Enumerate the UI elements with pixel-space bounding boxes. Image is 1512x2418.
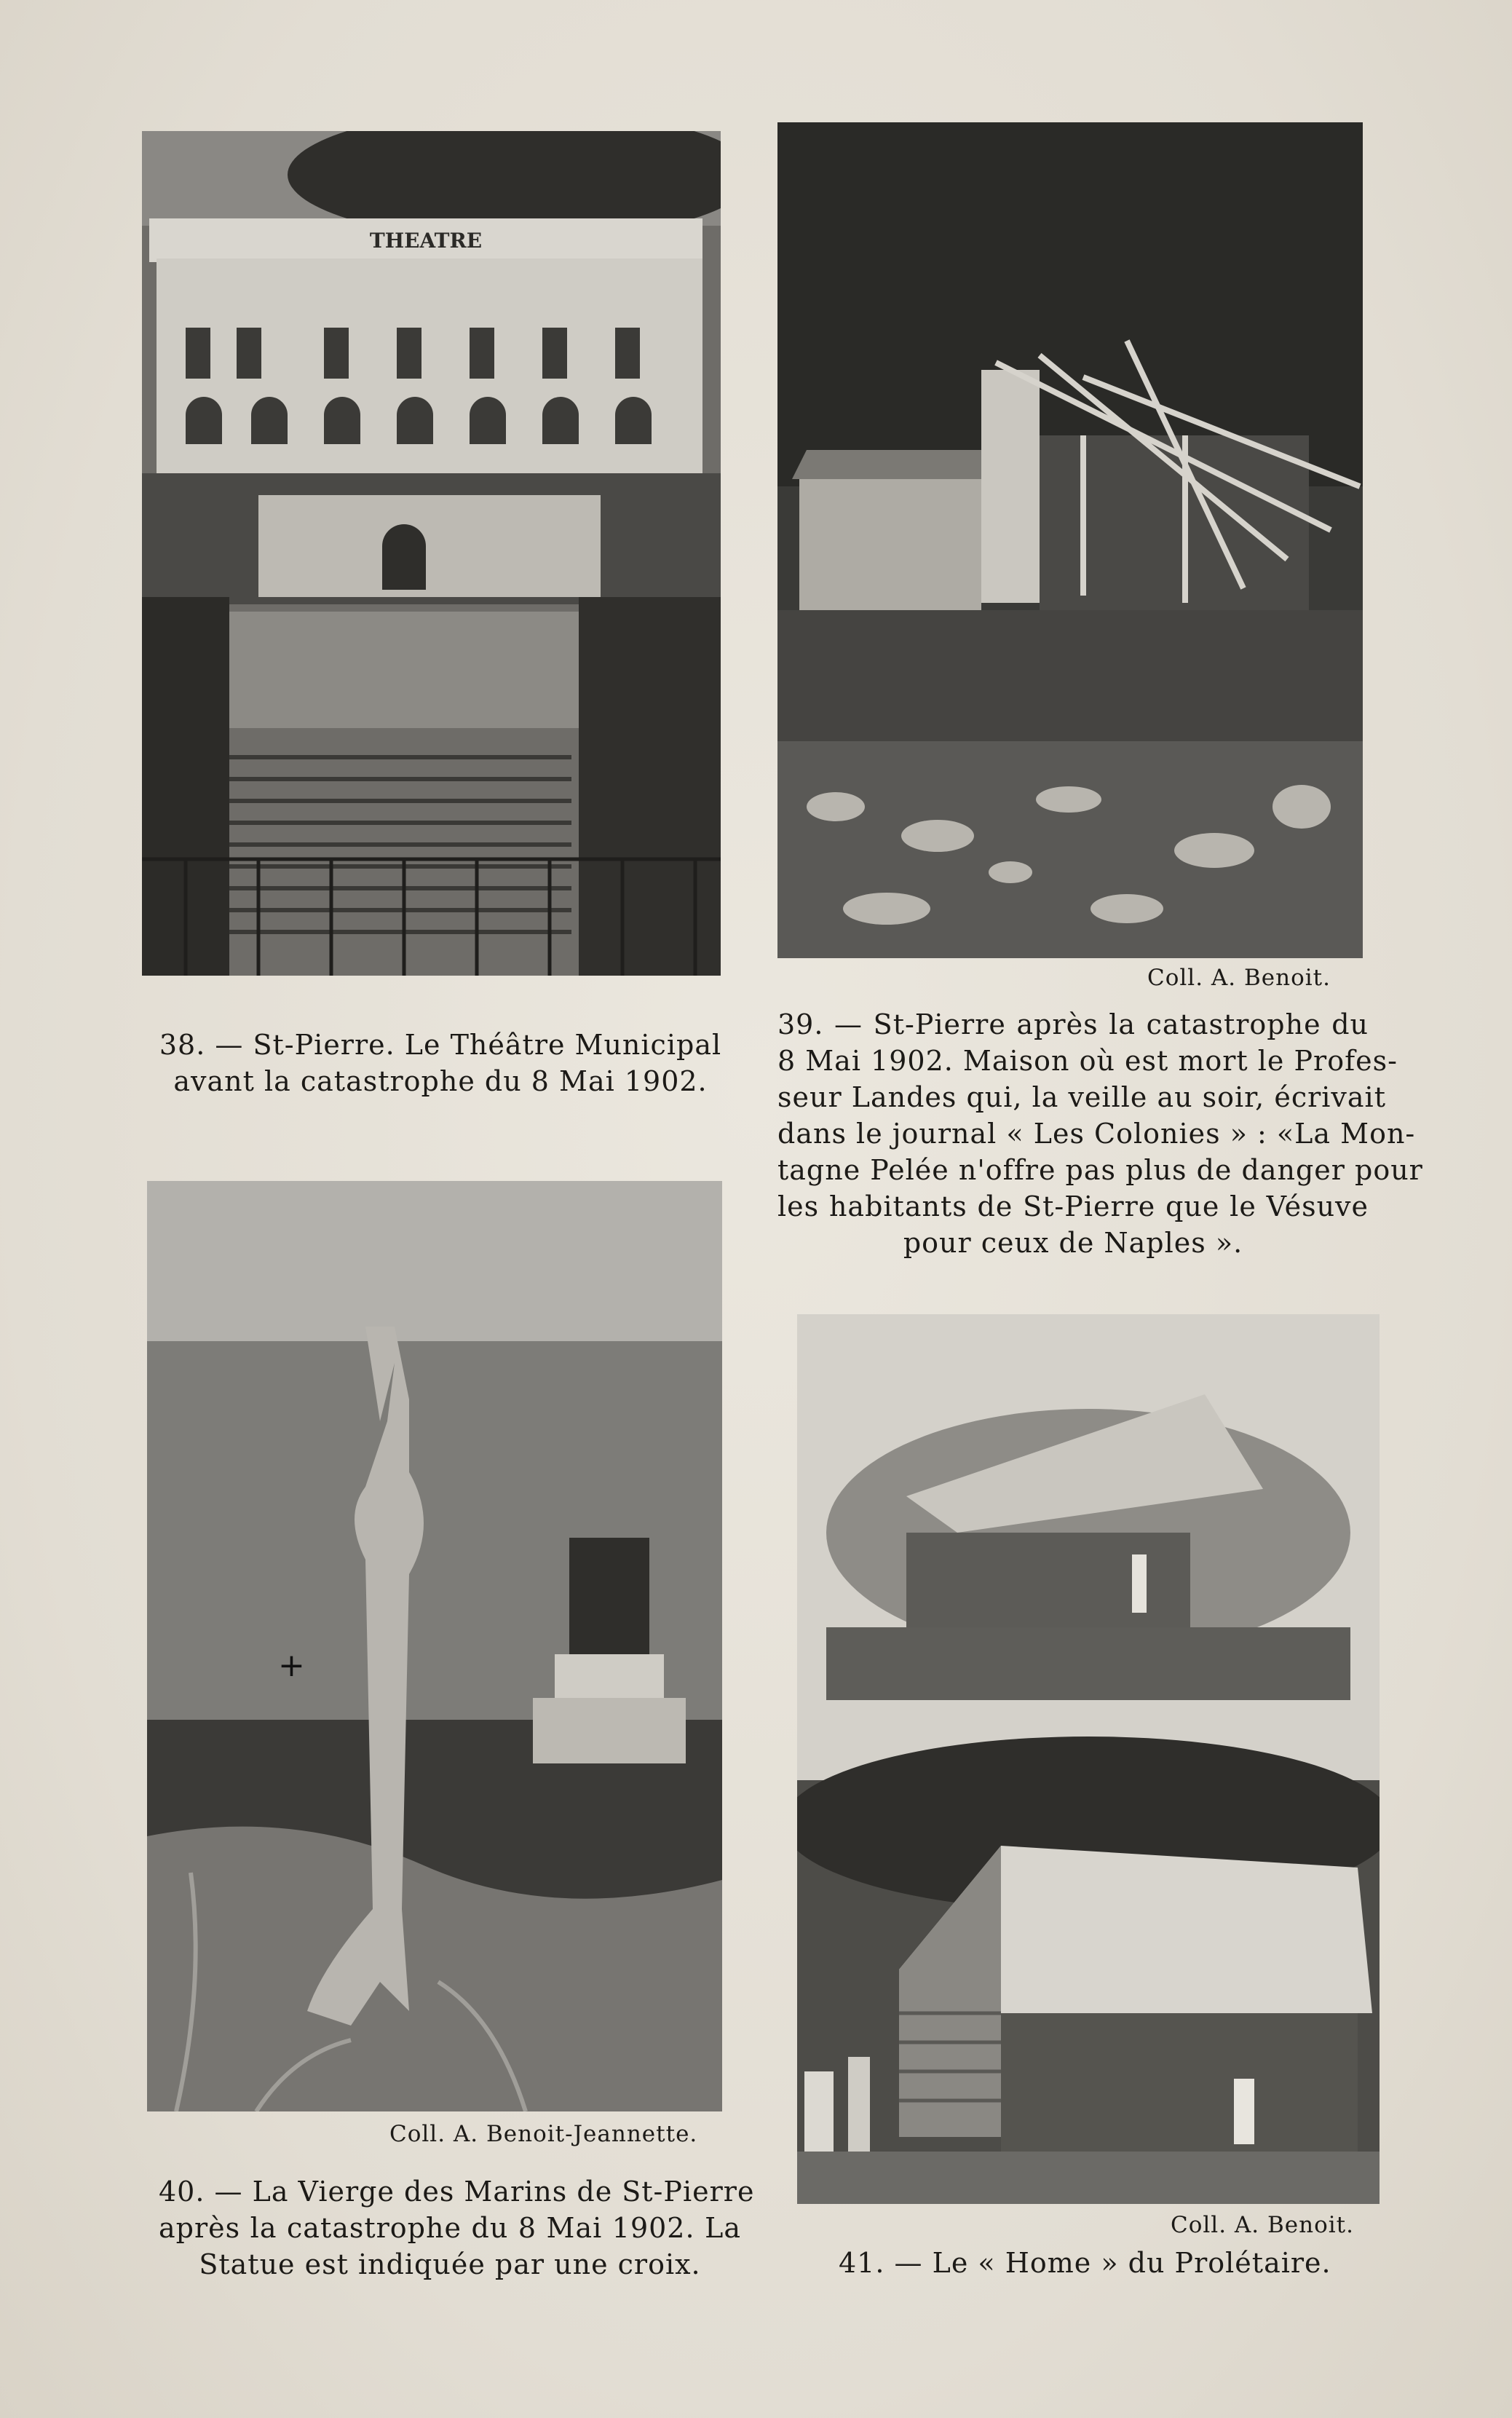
caption-39 xyxy=(777,1006,1423,1261)
ruined-house-illustration xyxy=(777,122,1363,958)
caption-line: 41. — Le « Home » du Prolétaire. xyxy=(839,2247,1331,2279)
caption-40 xyxy=(159,2173,755,2283)
caption-line: 38. — St-Pierre. Le Théâtre Municipal xyxy=(159,1029,722,1061)
vierge-illustration xyxy=(147,1181,722,2111)
theatre-illustration xyxy=(142,131,721,976)
photo-vierge-des-marins xyxy=(147,1181,722,2111)
caption-line: avant la catastrophe du 8 Mai 1902. xyxy=(173,1065,708,1097)
caption-line: Statue est indiquée par une croix. xyxy=(199,2248,701,2280)
photo-credit-40: Coll. A. Benoit-Jeannette. xyxy=(389,2121,698,2147)
photo-credit-41: Coll. A. Benoit. xyxy=(1171,2212,1354,2238)
photo-credit-39: Coll. A. Benoit. xyxy=(1147,965,1331,991)
caption-line: tagne Pelée n'offre pas plus de danger pour xyxy=(777,1154,1423,1186)
cross-mark: + xyxy=(278,1647,305,1684)
caption-line: dans le journal « Les Colonies » : «La Mon- xyxy=(777,1118,1416,1150)
caption-line: 39. — St-Pierre après la catastrophe du xyxy=(777,1008,1369,1040)
caption-line: pour ceux de Naples ». xyxy=(903,1227,1243,1259)
photo-theatre xyxy=(142,131,721,976)
caption-line: les habitants de St-Pierre que le Vésuve xyxy=(777,1190,1369,1222)
caption-41 xyxy=(839,2245,1392,2281)
photo-ruined-house xyxy=(777,122,1363,958)
theatre-sign: THEATRE xyxy=(369,229,483,253)
caption-line: 40. — La Vierge des Marins de St-Pierre xyxy=(159,2176,755,2208)
photo-home-proletaire xyxy=(797,1314,1380,2204)
caption-line: 8 Mai 1902. Maison où est mort le Profes- xyxy=(777,1045,1398,1077)
caption-line: seur Landes qui, la veille au soir, écrivait xyxy=(777,1081,1386,1113)
caption-line: après la catastrophe du 8 Mai 1902. La xyxy=(159,2212,741,2244)
caption-38 xyxy=(157,1027,724,1099)
home-illustration xyxy=(797,1314,1380,2204)
